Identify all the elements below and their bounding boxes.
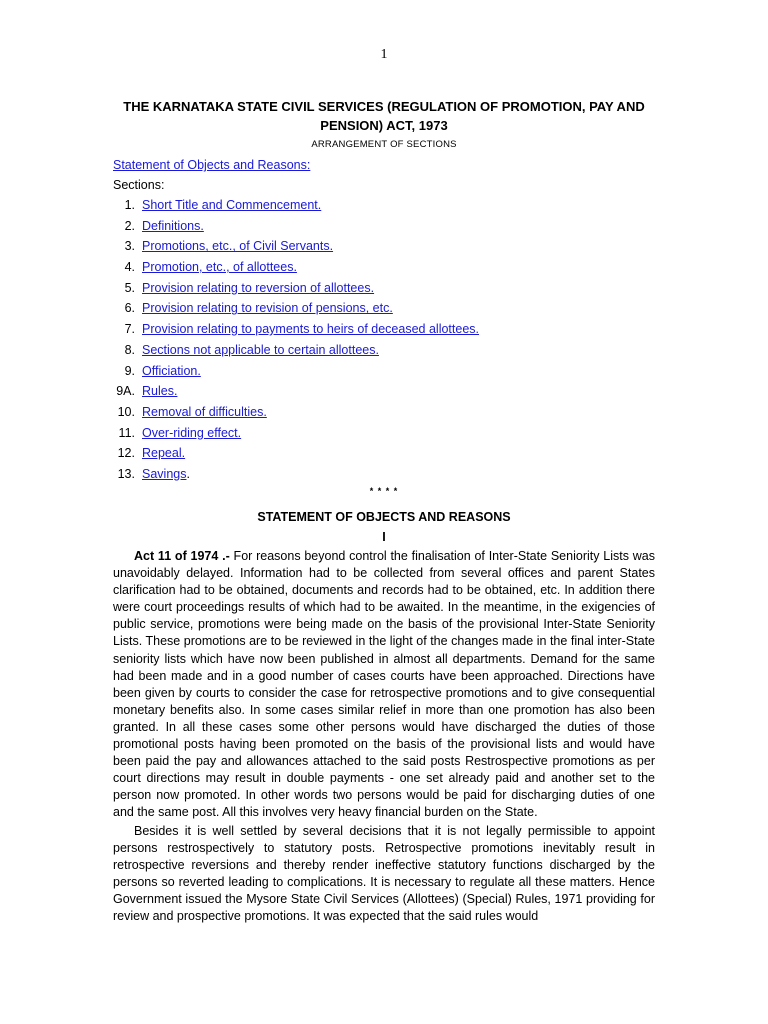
section-link[interactable]: Definitions.	[142, 218, 204, 233]
section-link[interactable]: Removal of difficulties.	[142, 404, 267, 419]
section-number: 4.	[124, 260, 135, 275]
section-link[interactable]: Sections not applicable to certain allottees.	[142, 342, 379, 357]
section-item-13	[113, 467, 479, 488]
statement-heading: STATEMENT OF OBJECTS AND REASONS	[257, 510, 511, 524]
section-item-1	[113, 198, 479, 219]
section-number: 5.	[124, 280, 135, 295]
section-number: 1.	[124, 198, 135, 212]
sections-list	[113, 198, 479, 488]
section-link[interactable]: Officiation.	[142, 363, 201, 378]
section-link[interactable]: Provision relating to payments to heirs of deceased allottees.	[142, 322, 479, 337]
section-separator-stars: * * * *	[369, 486, 399, 496]
section-item-3	[113, 239, 479, 260]
section-item-5	[113, 281, 479, 302]
section-number: 13.	[117, 466, 135, 481]
section-number: 9.	[124, 363, 135, 378]
section-item-10	[113, 405, 479, 426]
section-link[interactable]: Promotion, etc., of allottees.	[142, 260, 297, 275]
section-number: 2.	[124, 218, 135, 233]
section-link[interactable]: Provision relating to revision of pensions, etc.	[142, 301, 393, 316]
section-trailing-period: .	[186, 466, 190, 481]
sections-label: Sections:	[113, 178, 165, 192]
document-title: THE KARNATAKA STATE CIVIL SERVICES (REGULATION OF PROMOTION, PAY AND PENSION) ACT, 1973	[123, 99, 645, 133]
section-number: 10.	[117, 404, 135, 419]
statement-part-number: I	[382, 530, 386, 544]
section-link[interactable]: Over-riding effect.	[142, 425, 242, 440]
section-item-6	[113, 301, 479, 322]
section-number: 9A.	[116, 384, 135, 399]
section-item-8	[113, 343, 479, 364]
section-link[interactable]: Savings	[142, 466, 187, 481]
section-link[interactable]: Short Title and Commencement.	[142, 198, 322, 212]
section-link[interactable]: Rules.	[142, 384, 178, 399]
section-item-12	[113, 446, 479, 467]
page-number: 1	[380, 47, 388, 62]
section-item-11	[113, 426, 479, 447]
section-number: 7.	[124, 322, 135, 337]
section-link[interactable]: Promotions, etc., of Civil Servants.	[142, 239, 334, 254]
section-item-4	[113, 260, 479, 281]
paragraph-2: Besides it is well settled by several decisions that it is not legally permissible to appoint persons restrospectively to statutory posts. Retrospective promotions inevitably result in retrospective reversions and thereby render ineffective statutory functions discharged by the persons so reverted leading to complications. It is necessary to regulate all these matters. Hence Government issued the Mysore State Civil Services (Allottees) (Special) Rules, 1971 providing for review and prospective promotions. It was expected that the said rules would	[113, 823, 655, 923]
section-number: 11.	[118, 425, 135, 440]
act-reference: Act 11 of 1974 .-	[134, 549, 230, 563]
statement-body	[113, 548, 655, 925]
section-link[interactable]: Provision relating to reversion of allottees.	[142, 280, 375, 295]
paragraph-1	[113, 548, 655, 822]
section-item-9a	[113, 384, 479, 405]
section-number: 12.	[117, 446, 135, 461]
paragraph-1-text: For reasons beyond control the finalisation of Inter-State Seniority Lists was unavoidably delayed. Information had to be collected from several offices and parent States clarification had to be obtained, documents and records had to be obtained, etc. In addition there were court proceedings results of which had to be awaited. In the meantime, in the exigencies of public service, promotions were being made on the basis of the provisional Inter-State Seniority Lists. These promotions are to be reviewed in the light of the changes made in the final inter-State seniority lists which have now been published in almost all departments. Demand for the same had been made and in a good number of cases courts have been approached. Directions have been given by courts to consider the case for retrospective promotions and to give consequential monetary benefits also. In some cases similar relief in more than one promotion has also been granted. In all these cases some other persons would have discharged the duties of those promotional posts having been promoted on the basis of the provisional lists and would have been paid the pay and allowances attached to the said posts Restrospective promotions as per court directions may result in double payments - one set already paid and another set to the person now promoted. In other words two persons would be paid for discharging duties of one and the same post. All this involves very heavy financial burden on the State.	[113, 549, 655, 820]
section-number: 8.	[124, 342, 135, 357]
section-number: 3.	[124, 239, 135, 254]
statement-of-objects-link[interactable]: Statement of Objects and Reasons:	[113, 158, 311, 172]
section-item-9	[113, 364, 479, 385]
document-subtitle: ARRANGEMENT OF SECTIONS	[311, 139, 457, 150]
section-item-7	[113, 322, 479, 343]
section-item-2	[113, 219, 479, 240]
section-number: 6.	[124, 301, 135, 316]
section-link[interactable]: Repeal.	[142, 446, 186, 461]
